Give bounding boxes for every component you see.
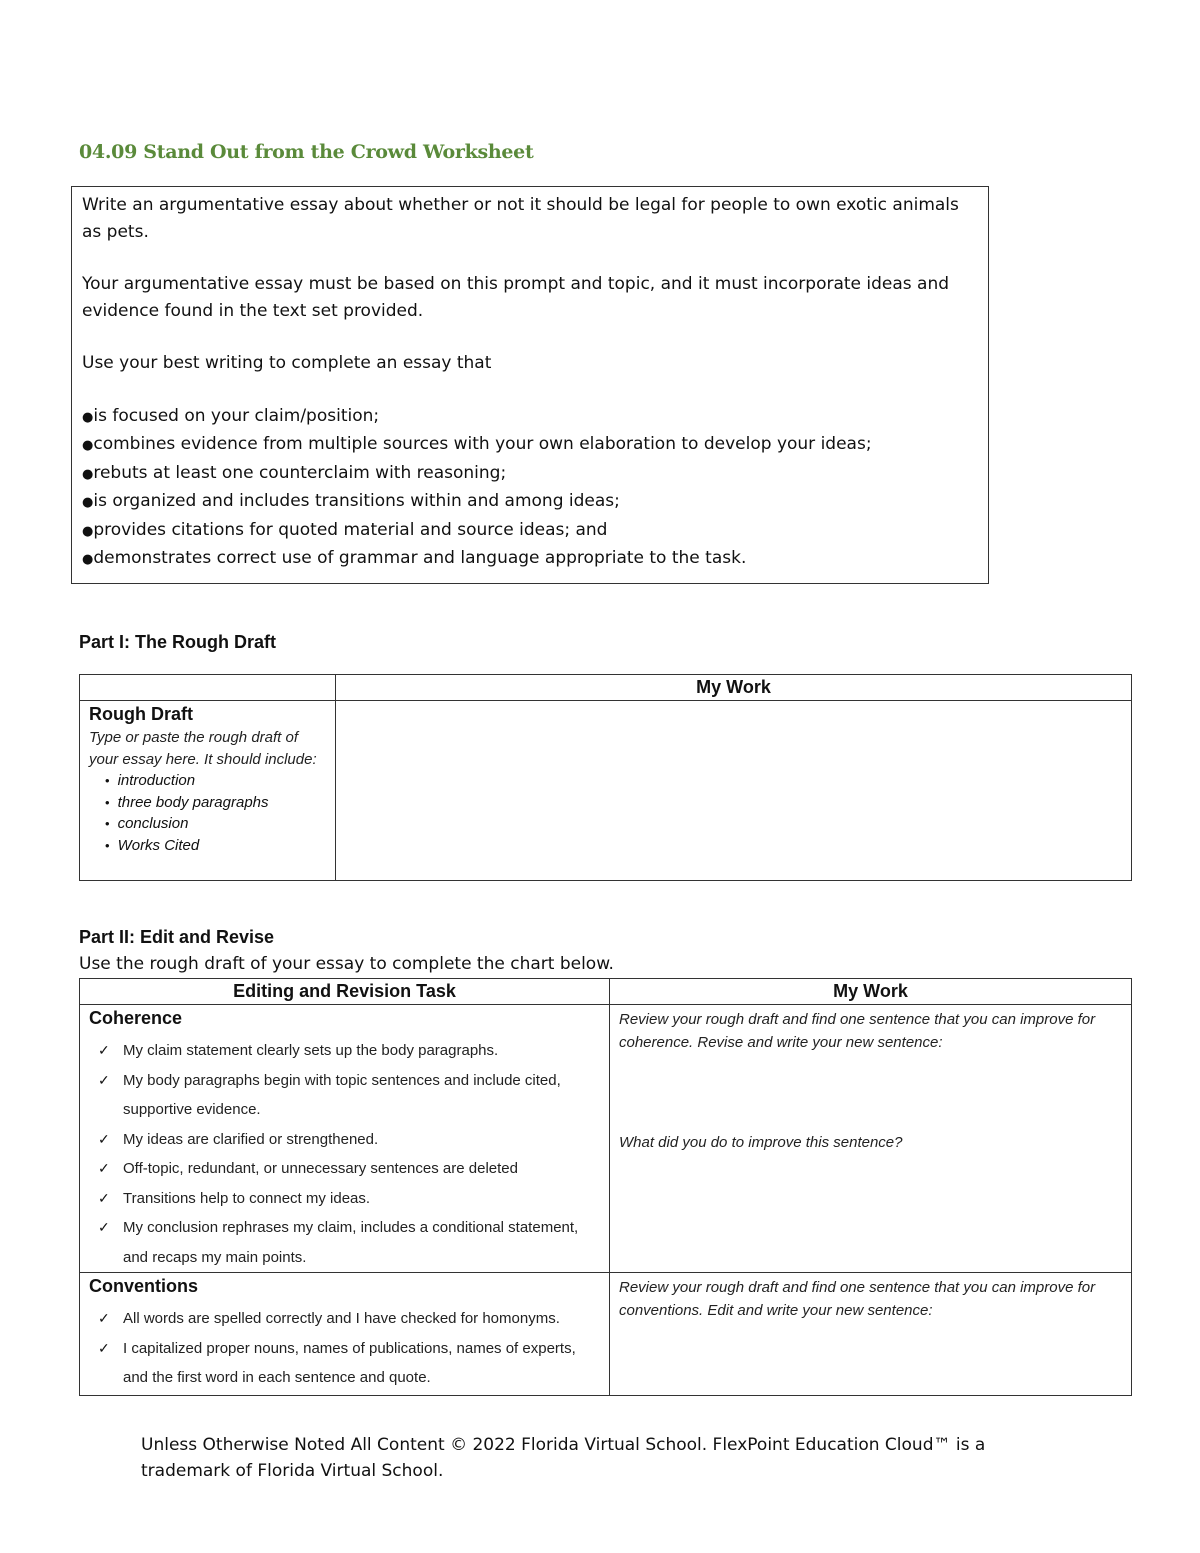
copyright-footer: Unless Otherwise Noted All Content © 2022 Florida Virtual School. FlexPoint Education Cloud™ is a trademark of Florida Virtual School. [141,1435,986,1481]
coherence-task-cell [80,1005,610,1273]
list-item: • three body paragraphs [105,792,326,814]
part2-instruction: Use the rough draft of your essay to complete the chart below. [79,954,614,974]
prompt-paragraph-3: Use your best writing to complete an essay that [82,353,492,373]
prompt-bullet: ● is focused on your claim/position; [82,403,978,432]
rough-draft-work-area[interactable] [336,701,1132,881]
prompt-paragraph-1: Write an argumentative essay about whether or not it should be legal for people to own exotic animals as pets. [82,195,959,242]
conventions-work-prompt: Review your rough draft and find one sentence that you can improve for conventions. Edit and write your new sentence: [619,1279,1096,1319]
list-item: • introduction [105,770,326,792]
checklist-item: ✓ I capitalized proper nouns, names of publications, names of experts, and the first word in each sentence and quote. [89,1334,600,1393]
conventions-work-area[interactable] [610,1273,1132,1396]
edit-revise-table [79,978,1132,1396]
coherence-work-area[interactable] [610,1005,1132,1273]
rough-draft-my-work-header: My Work [336,675,1132,701]
rough-draft-empty-header [80,675,336,701]
prompt-bullet: ● rebuts at least one counterclaim with reasoning; [82,460,978,489]
coherence-work-question: What did you do to improve this sentence? [619,1134,903,1151]
checklist-item: ✓ My ideas are clarified or strengthened. [89,1125,600,1155]
task-column-header: Editing and Revision Task [80,979,610,1005]
coherence-title: Coherence [89,1008,183,1028]
coherence-work-prompt: Review your rough draft and find one sentence that you can improve for coherence. Revise and write your new sentence: [619,1011,1096,1051]
my-work-column-header: My Work [610,979,1132,1005]
checklist-item: ✓ My claim statement clearly sets up the body paragraphs. [89,1036,600,1066]
list-item: • conclusion [105,813,326,835]
checklist-item: ✓ My body paragraphs begin with topic sentences and include cited, supportive evidence. [89,1066,600,1125]
prompt-bullet: ● demonstrates correct use of grammar and language appropriate to the task. [82,545,978,574]
rough-draft-items [105,770,326,856]
prompt-bullet: ● provides citations for quoted material and source ideas; and [82,517,978,546]
conventions-task-cell [80,1273,610,1396]
list-item: • Works Cited [105,835,326,857]
prompt-bullet: ● is organized and includes transitions within and among ideas; [82,488,978,517]
coherence-checklist [89,1036,600,1272]
part2-heading: Part II: Edit and Revise [79,927,275,947]
conventions-title: Conventions [89,1276,199,1296]
part1-heading: Part I: The Rough Draft [79,632,276,652]
checklist-item: ✓ My conclusion rephrases my claim, includes a conditional statement, and recaps my main points. [89,1213,600,1272]
checklist-item: ✓ Transitions help to connect my ideas. [89,1184,600,1214]
checklist-item: ✓ Off-topic, redundant, or unnecessary sentences are deleted [89,1154,600,1184]
conventions-checklist [89,1304,600,1393]
page-title: 04.09 Stand Out from the Crowd Worksheet [79,141,534,163]
prompt-box [71,186,989,584]
prompt-paragraph-2: Your argumentative essay must be based on this prompt and topic, and it must incorporate ideas and evidence found in the text set provided. [82,274,950,321]
rough-draft-table [79,674,1132,881]
checklist-item: ✓ All words are spelled correctly and I have checked for homonyms. [89,1304,600,1334]
rough-draft-title: Rough Draft [89,704,193,724]
rough-draft-note: Type or paste the rough draft of your essay here. It should include: [89,729,317,768]
rough-draft-instructions-cell [80,701,336,881]
prompt-bullet: ● combines evidence from multiple sources with your own elaboration to develop your ideas; [82,431,978,460]
